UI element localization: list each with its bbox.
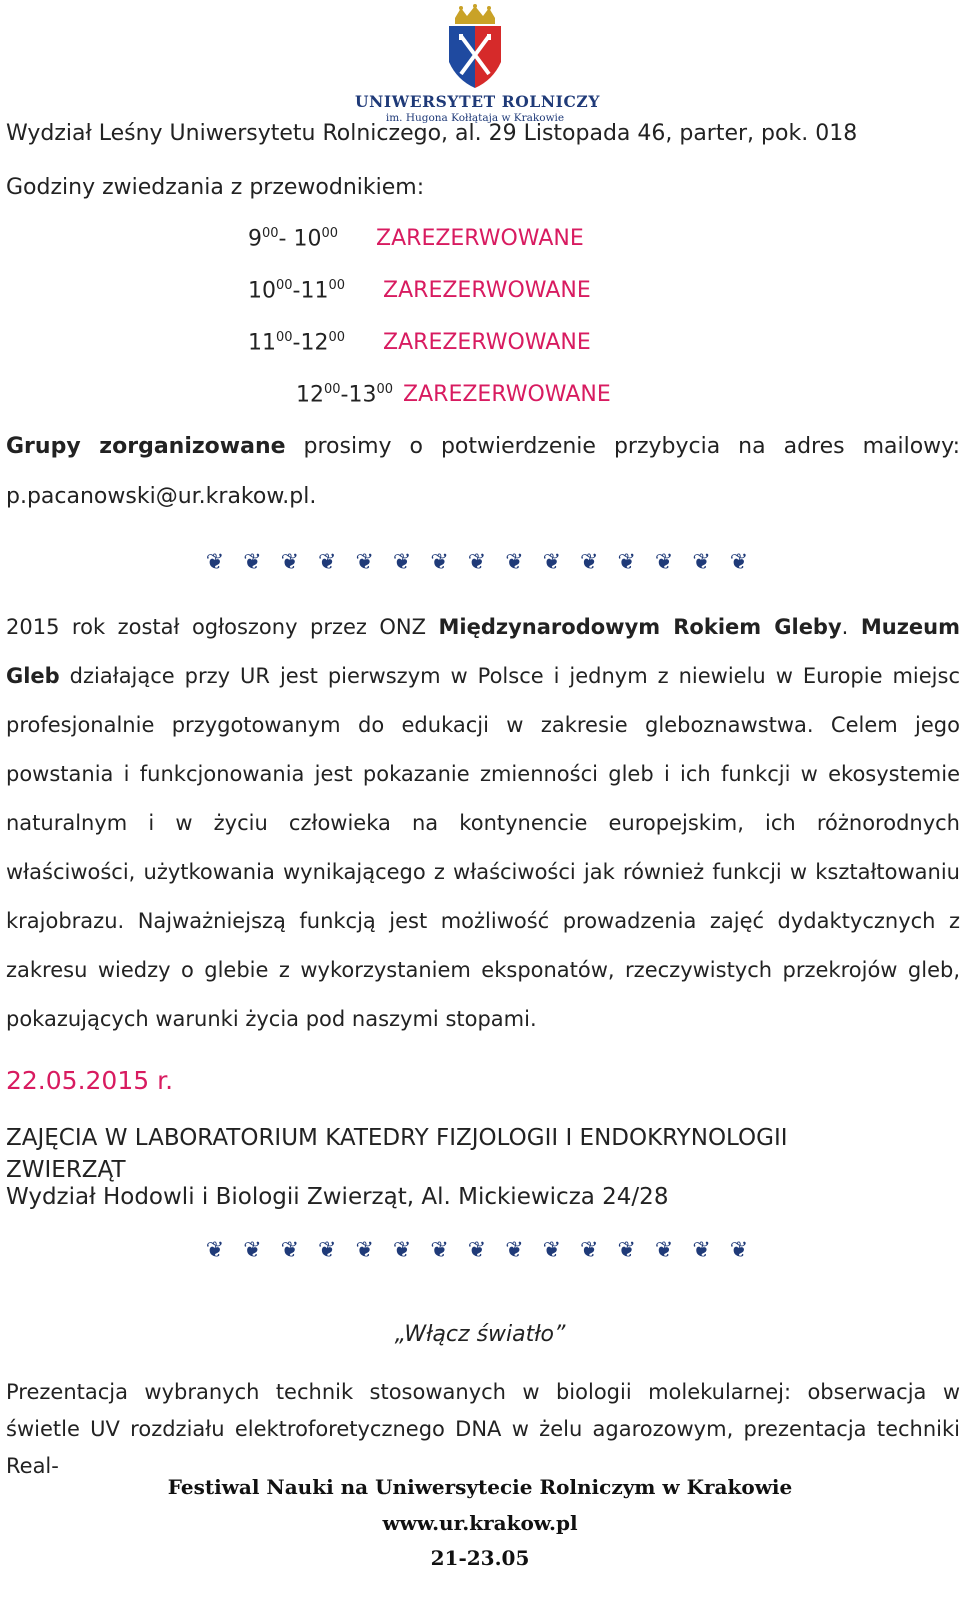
- footer-dates: 21-23.05: [430, 1546, 530, 1570]
- intl-year-of-soils: Międzynarodowym Rokiem Gleby: [438, 615, 842, 639]
- time-slot-3: [248, 330, 591, 355]
- footer-festival-title: Festiwal Nauki na Uniwersytecie Rolniczym w Krakowie: [167, 1475, 793, 1499]
- logo-university-name: UNIWERSYTET ROLNICZY: [355, 92, 600, 111]
- groups-text: prosimy o potwierdzenie przybycia na adres mailowy:: [285, 434, 960, 459]
- time-slot-1: [248, 226, 584, 251]
- time-slot-4: [296, 382, 611, 407]
- university-logo: [355, 4, 600, 126]
- logo-university-subtitle: im. Hugona Kołłątaja w Krakowie: [385, 112, 565, 124]
- slot-status: ZAREZERWOWANE: [403, 382, 611, 408]
- museum-paragraph: 2015 rok został ogłoszony przez ONZ Międzynarodowym Rokiem Gleby. Muzeum Gleb działające przy UR jest pierwszym w Polsce i jednym z niewielu w Europie miejsc profesjonalnie przygotowanym do edukacji w zakresie gleboznawstwa. Celem jego powstania i funkcjonowania jest pokazanie zmienności gleb i ich funkcji w ekosystemie naturalnym i w życiu człowieka na kontynencie europejskim, ich różnorodnych właściwości, użytkowania wynikającego z właściwości jak również funkcji w kształtowaniu krajobrazu. Najważniejszą funkcją jest możliwość prowadzenia zajęć dydaktycznych z zakresu wiedzy o glebie z wykorzystaniem eksponatów, rzeczywistych przekrojów gleb, pokazujących warunki życia pod naszymi stopami.: [6, 615, 960, 1031]
- contact-email[interactable]: p.pacanowski@ur.krakow.pl.: [6, 484, 317, 509]
- hours-heading: Godziny zwiedzania z przewodnikiem:: [6, 175, 425, 200]
- slot-status: ZAREZERWOWANE: [383, 278, 591, 304]
- time-range: $11^{00}-12^{00}$: [248, 330, 346, 356]
- lab-venue: Wydział Hodowli i Biologii Zwierząt, Al. Mickiewicza 24/28: [6, 1184, 669, 1210]
- ornament-divider: ❦ ❦ ❦ ❦ ❦ ❦ ❦ ❦ ❦ ❦ ❦ ❦ ❦ ❦ ❦: [205, 550, 755, 575]
- ornament-divider: ❦ ❦ ❦ ❦ ❦ ❦ ❦ ❦ ❦ ❦ ❦ ❦ ❦ ❦ ❦: [205, 1238, 755, 1263]
- slot-status: ZAREZERWOWANE: [376, 226, 584, 252]
- time-range: $12^{00}-13^{00}$: [296, 382, 394, 408]
- event-description: Prezentacja wybranych technik stosowanych w biologii molekularnej: obserwacja w świetle UV rozdziału elektroforetycznego DNA w żelu agarozowym, prezentacja techniki Real-: [6, 1380, 960, 1478]
- event-date: 22.05.2015 r.: [6, 1066, 174, 1095]
- groups-notice: [6, 434, 960, 459]
- footer-url[interactable]: www.ur.krakow.pl: [382, 1511, 578, 1535]
- university-crest-icon: [445, 4, 505, 90]
- address-line: Wydział Leśny Uniwersytetu Rolniczego, al. 29 Listopada 46, parter, pok. 018: [6, 121, 858, 146]
- lab-section-title: ZAJĘCIA W LABORATORIUM KATEDRY FIZJOLOGII I ENDOKRYNOLOGII ZWIERZĄT: [6, 1125, 788, 1183]
- museum-name: Muzeum Gleb: [6, 615, 960, 688]
- event-title: „Włącz światło”: [394, 1322, 566, 1347]
- groups-label: Grupy zorganizowane: [6, 434, 286, 459]
- time-range: $10^{00}-11^{00}$: [248, 278, 346, 304]
- time-range: $9^{00}-$ $10^{00}$: [248, 226, 339, 252]
- time-slot-2: [248, 278, 591, 303]
- slot-status: ZAREZERWOWANE: [383, 330, 591, 356]
